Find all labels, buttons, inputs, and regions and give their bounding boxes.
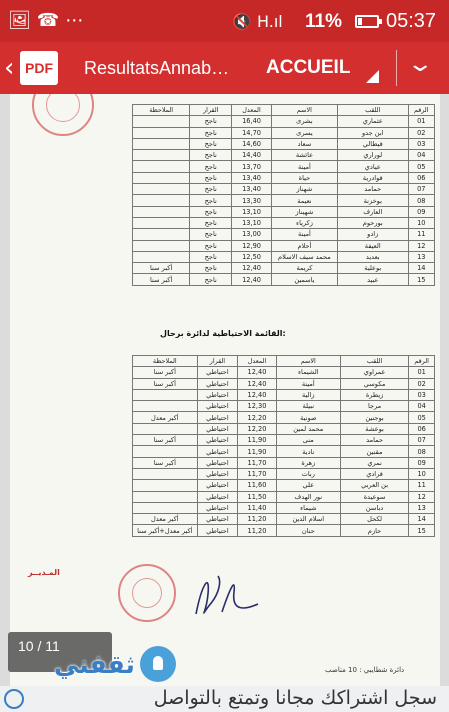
first-name-cell: أحلام (271, 240, 337, 251)
first-name-cell: أمينة (276, 378, 340, 389)
last-name-cell: عمراوي (340, 367, 408, 378)
table-row (133, 423, 435, 434)
note-cell: أكبر سنا (133, 378, 198, 389)
first-name-cell: زهرة (276, 457, 340, 468)
average-cell: 12,50 (232, 251, 272, 262)
last-name-cell: بن العربي (340, 480, 408, 491)
last-name-cell: قيطالي (337, 138, 408, 149)
number-cell: 03 (409, 389, 435, 400)
decision-cell: احتياطي (197, 446, 238, 457)
note-cell (133, 206, 190, 217)
table-row (133, 274, 435, 285)
last-name-cell: مقنين (340, 446, 408, 457)
last-name-cell: بعديد (337, 251, 408, 262)
number-header: الرقم (408, 105, 434, 116)
table-row (133, 480, 435, 491)
decision-cell: ناجح (190, 150, 232, 161)
last-name-header: اللقب (340, 356, 408, 367)
signature (188, 564, 268, 624)
accueil-button[interactable]: ACCUEIL (266, 57, 351, 78)
first-name-cell: منى (276, 435, 340, 446)
average-cell: 16,40 (232, 116, 272, 127)
table-row (133, 468, 435, 479)
note-cell (133, 138, 190, 149)
note-cell (133, 184, 190, 195)
average-cell: 11,70 (238, 468, 276, 479)
first-name-cell: شيماء (276, 502, 340, 513)
number-cell: 08 (408, 195, 434, 206)
average-cell: 11,90 (238, 446, 276, 457)
decision-cell: احتياطي (197, 468, 238, 479)
number-cell: 09 (408, 206, 434, 217)
average-cell: 13,00 (232, 229, 272, 240)
table-row (133, 457, 435, 468)
decision-cell: ناجح (190, 206, 232, 217)
number-cell: 02 (408, 127, 434, 138)
average-cell: 13,70 (232, 161, 272, 172)
decision-cell: احتياطي (197, 480, 238, 491)
table-row (133, 525, 435, 536)
first-name-cell: زالية (276, 389, 340, 400)
note-header: الملاحظة (133, 356, 198, 367)
document-title[interactable]: ResultatsAnnab… (84, 58, 230, 78)
table-row (133, 514, 435, 525)
average-cell: 12,90 (232, 240, 272, 251)
decision-cell: احتياطي (197, 412, 238, 423)
note-cell: أكبر سنا (133, 435, 198, 446)
average-cell: 12,40 (238, 378, 276, 389)
average-cell: 12,20 (238, 412, 276, 423)
pdf-page[interactable] (10, 94, 440, 686)
average-cell: 11,60 (238, 480, 276, 491)
first-name-cell: علي (276, 480, 340, 491)
last-name-cell: ابن جدو (337, 127, 408, 138)
average-cell: 11,20 (238, 514, 276, 525)
decision-cell: احتياطي (197, 401, 238, 412)
decision-cell: ناجح (190, 274, 232, 285)
last-name-cell: نمري (340, 457, 408, 468)
note-cell: أكبر معدل (133, 412, 198, 423)
first-name-cell: يسرى (271, 127, 337, 138)
decision-cell: احتياطي (197, 423, 238, 434)
decision-cell: احتياطي (197, 435, 238, 446)
watermark-text: ثقفني (54, 650, 135, 679)
note-cell (133, 161, 190, 172)
decision-cell: ناجح (190, 172, 232, 183)
decision-cell: ناجح (190, 263, 232, 274)
table-row (133, 263, 435, 274)
number-cell: 06 (409, 423, 435, 434)
last-name-cell: عبيد (337, 274, 408, 285)
note-cell: أكبر سنا (133, 274, 190, 285)
note-cell (133, 195, 190, 206)
last-name-cell: بوجنين (340, 412, 408, 423)
note-cell (133, 127, 190, 138)
note-cell (133, 491, 198, 502)
average-cell: 12,40 (238, 389, 276, 400)
table-row (133, 206, 435, 217)
last-name-cell: عثماري (337, 116, 408, 127)
number-cell: 10 (408, 217, 434, 228)
first-name-cell: كريمة (271, 263, 337, 274)
note-cell (133, 116, 190, 127)
table-row (133, 240, 435, 251)
average-cell: 14,70 (232, 127, 272, 138)
decision-cell: احتياطي (197, 457, 238, 468)
first-name-cell: محمد سيف الاسلام (271, 251, 337, 262)
note-cell: أكبر سنا (133, 367, 198, 378)
battery-icon (355, 15, 379, 28)
reserve-table (132, 355, 435, 537)
pdf-app-icon[interactable]: PDF (20, 51, 58, 85)
note-cell (133, 389, 198, 400)
average-cell: 12,40 (232, 263, 272, 274)
last-name-cell: زادو (337, 229, 408, 240)
note-cell (133, 240, 190, 251)
last-name-cell: سوعيدة (340, 491, 408, 502)
first-name-cell: زكرياء (271, 217, 337, 228)
average-cell: 14,60 (232, 138, 272, 149)
table-row (133, 367, 435, 378)
table-row (133, 184, 435, 195)
app-bar (0, 42, 449, 94)
number-cell: 15 (408, 274, 434, 285)
last-name-cell: لوراري (337, 150, 408, 161)
decision-cell: ناجح (190, 138, 232, 149)
decision-cell: احتياطي (197, 514, 238, 525)
decision-cell: ناجح (190, 127, 232, 138)
last-name-cell: بوخزنة (337, 195, 408, 206)
number-cell: 10 (409, 468, 435, 479)
number-cell: 12 (409, 491, 435, 502)
director-title: المـديــر (28, 568, 60, 577)
decision-cell: ناجح (190, 240, 232, 251)
footnote: دائرة شطايبي : 10 مناصب (325, 666, 405, 674)
number-cell: 11 (408, 229, 434, 240)
table-row (133, 116, 435, 127)
average-cell: 11,90 (238, 435, 276, 446)
number-cell: 01 (409, 367, 435, 378)
last-name-cell: قرادي (340, 468, 408, 479)
table-row (133, 127, 435, 138)
number-cell: 14 (409, 514, 435, 525)
note-cell (133, 423, 198, 434)
first-name-cell: بشرى (271, 116, 337, 127)
number-cell: 14 (408, 263, 434, 274)
note-cell (133, 480, 198, 491)
first-name-cell: عائشة (271, 150, 337, 161)
first-name-header: الاسم (271, 105, 337, 116)
decision-cell: ناجح (190, 251, 232, 262)
decision-cell: احتياطي (197, 378, 238, 389)
table-row (133, 378, 435, 389)
number-cell: 12 (408, 240, 434, 251)
battery-percent: 11% (305, 11, 342, 32)
note-cell (133, 172, 190, 183)
first-name-cell: ياسمين (271, 274, 337, 285)
decision-cell: ناجح (190, 195, 232, 206)
chevron-down-icon[interactable]: ⌄ (406, 52, 435, 77)
decision-header: القرار (197, 356, 238, 367)
average-cell: 11,20 (238, 525, 276, 536)
last-name-cell: حمامد (337, 184, 408, 195)
signal-icons: 🔇 H.ıl (232, 12, 283, 31)
first-name-cell: أمينة (271, 229, 337, 240)
ad-logo-icon (4, 689, 24, 709)
network-type: H (257, 12, 269, 31)
average-cell: 12,20 (238, 423, 276, 434)
number-cell: 15 (409, 525, 435, 536)
average-cell: 12,40 (232, 274, 272, 285)
table-row (133, 150, 435, 161)
page-indicator: 10 / 11 (8, 632, 112, 672)
first-name-cell: الشيماء (276, 367, 340, 378)
table-row (133, 412, 435, 423)
first-name-cell: حياة (271, 172, 337, 183)
first-name-header: الاسم (276, 356, 340, 367)
average-cell: 12,40 (238, 367, 276, 378)
first-name-cell: ربات (276, 468, 340, 479)
average-cell: 12,30 (238, 401, 276, 412)
note-cell (133, 468, 198, 479)
first-name-cell: شهناز (271, 184, 337, 195)
number-cell: 07 (409, 435, 435, 446)
back-icon[interactable]: ‹ (4, 53, 15, 83)
note-cell (133, 251, 190, 262)
number-cell: 07 (408, 184, 434, 195)
number-cell: 04 (409, 401, 435, 412)
last-name-cell: مرجا (340, 401, 408, 412)
average-cell: 14,40 (232, 150, 272, 161)
table-row (133, 435, 435, 446)
last-name-cell: دباسن (340, 502, 408, 513)
ad-text[interactable]: سجل اشتراكك مجانا وتمتع بالتواصل (153, 687, 437, 709)
note-cell (133, 229, 190, 240)
last-name-cell: حازم (340, 525, 408, 536)
lightbulb-icon (140, 646, 176, 682)
number-cell: 06 (408, 172, 434, 183)
last-name-cell: حمامد (340, 435, 408, 446)
table-row (133, 229, 435, 240)
decision-cell: احتياطي (197, 367, 238, 378)
average-cell: 11,70 (238, 457, 276, 468)
reserve-list-heading: القائمة الاحتياطية لدائرة برحال: (160, 329, 286, 338)
last-name-cell: لكحل (340, 514, 408, 525)
number-header: الرقم (409, 356, 435, 367)
number-cell: 01 (408, 116, 434, 127)
table-header-row (133, 105, 435, 116)
last-name-cell: العارف (337, 206, 408, 217)
decision-header: القرار (190, 105, 232, 116)
number-cell: 04 (408, 150, 434, 161)
first-name-cell: نبيلة (276, 401, 340, 412)
average-cell: 13,10 (232, 206, 272, 217)
table-row (133, 401, 435, 412)
last-name-cell: قوادرية (337, 172, 408, 183)
average-header: المعدل (232, 105, 272, 116)
table-row (133, 161, 435, 172)
decision-cell: ناجح (190, 217, 232, 228)
first-name-cell: نور الهدف (276, 491, 340, 502)
number-cell: 05 (408, 161, 434, 172)
decision-cell: ناجح (190, 229, 232, 240)
last-name-cell: زيطرة (340, 389, 408, 400)
table-row (133, 172, 435, 183)
clock: 05:37 (386, 10, 437, 32)
note-cell (133, 446, 198, 457)
table-row (133, 389, 435, 400)
first-name-cell: صونية (276, 412, 340, 423)
note-cell: أكبر سنا (133, 457, 198, 468)
table-row (133, 446, 435, 457)
last-name-header: اللقب (337, 105, 408, 116)
note-cell (133, 217, 190, 228)
first-name-cell: سعاد (271, 138, 337, 149)
table-row (133, 217, 435, 228)
table-row (133, 502, 435, 513)
first-name-cell: محمد لمين (276, 423, 340, 434)
number-cell: 13 (408, 251, 434, 262)
status-bar (0, 0, 449, 42)
table-row (133, 138, 435, 149)
first-name-cell: نعيمة (271, 195, 337, 206)
note-cell: أكبر سنا (133, 263, 190, 274)
note-cell: أكبر معدل+أكبر سنا (133, 525, 198, 536)
official-stamp (32, 94, 94, 136)
number-cell: 13 (409, 502, 435, 513)
note-header: الملاحظة (133, 105, 190, 116)
note-cell: أكبر معدل (133, 514, 198, 525)
average-cell: 13,40 (232, 172, 272, 183)
last-name-cell: بوعشة (340, 423, 408, 434)
number-cell: 02 (409, 378, 435, 389)
decision-cell: احتياطي (197, 389, 238, 400)
first-name-cell: نادية (276, 446, 340, 457)
average-cell: 11,40 (238, 502, 276, 513)
last-name-cell: بوعلية (337, 263, 408, 274)
decision-cell: احتياطي (197, 491, 238, 502)
last-name-cell: عيادي (337, 161, 408, 172)
notification-icons: 🖼☎⋯ (8, 10, 90, 31)
first-name-cell: أمينة (271, 161, 337, 172)
last-name-cell: مكوسي (340, 378, 408, 389)
number-cell: 09 (409, 457, 435, 468)
average-header: المعدل (238, 356, 276, 367)
average-cell: 13,10 (232, 217, 272, 228)
average-cell: 13,30 (232, 195, 272, 206)
number-cell: 03 (408, 138, 434, 149)
table-row (133, 251, 435, 262)
average-cell: 11,50 (238, 491, 276, 502)
last-name-cell: العيفة (337, 240, 408, 251)
last-name-cell: بورحوم (337, 217, 408, 228)
decision-cell: ناجح (190, 161, 232, 172)
decision-cell: احتياطي (197, 525, 238, 536)
decision-cell: ناجح (190, 184, 232, 195)
table-row (133, 491, 435, 502)
first-name-cell: شهيناز (271, 206, 337, 217)
average-cell: 13,40 (232, 184, 272, 195)
divider (396, 50, 397, 86)
decision-cell: ناجح (190, 116, 232, 127)
number-cell: 08 (409, 446, 435, 457)
note-cell (133, 502, 198, 513)
number-cell: 05 (409, 412, 435, 423)
decision-cell: احتياطي (197, 502, 238, 513)
number-cell: 11 (409, 480, 435, 491)
director-stamp (118, 564, 176, 622)
note-cell (133, 401, 198, 412)
note-cell (133, 150, 190, 161)
table-row (133, 195, 435, 206)
ad-banner[interactable] (0, 686, 449, 712)
first-name-cell: حنان (276, 525, 340, 536)
results-table (132, 104, 435, 286)
first-name-cell: اسلام الدين (276, 514, 340, 525)
spinner-triangle-icon (366, 70, 379, 83)
table-header-row (133, 356, 435, 367)
